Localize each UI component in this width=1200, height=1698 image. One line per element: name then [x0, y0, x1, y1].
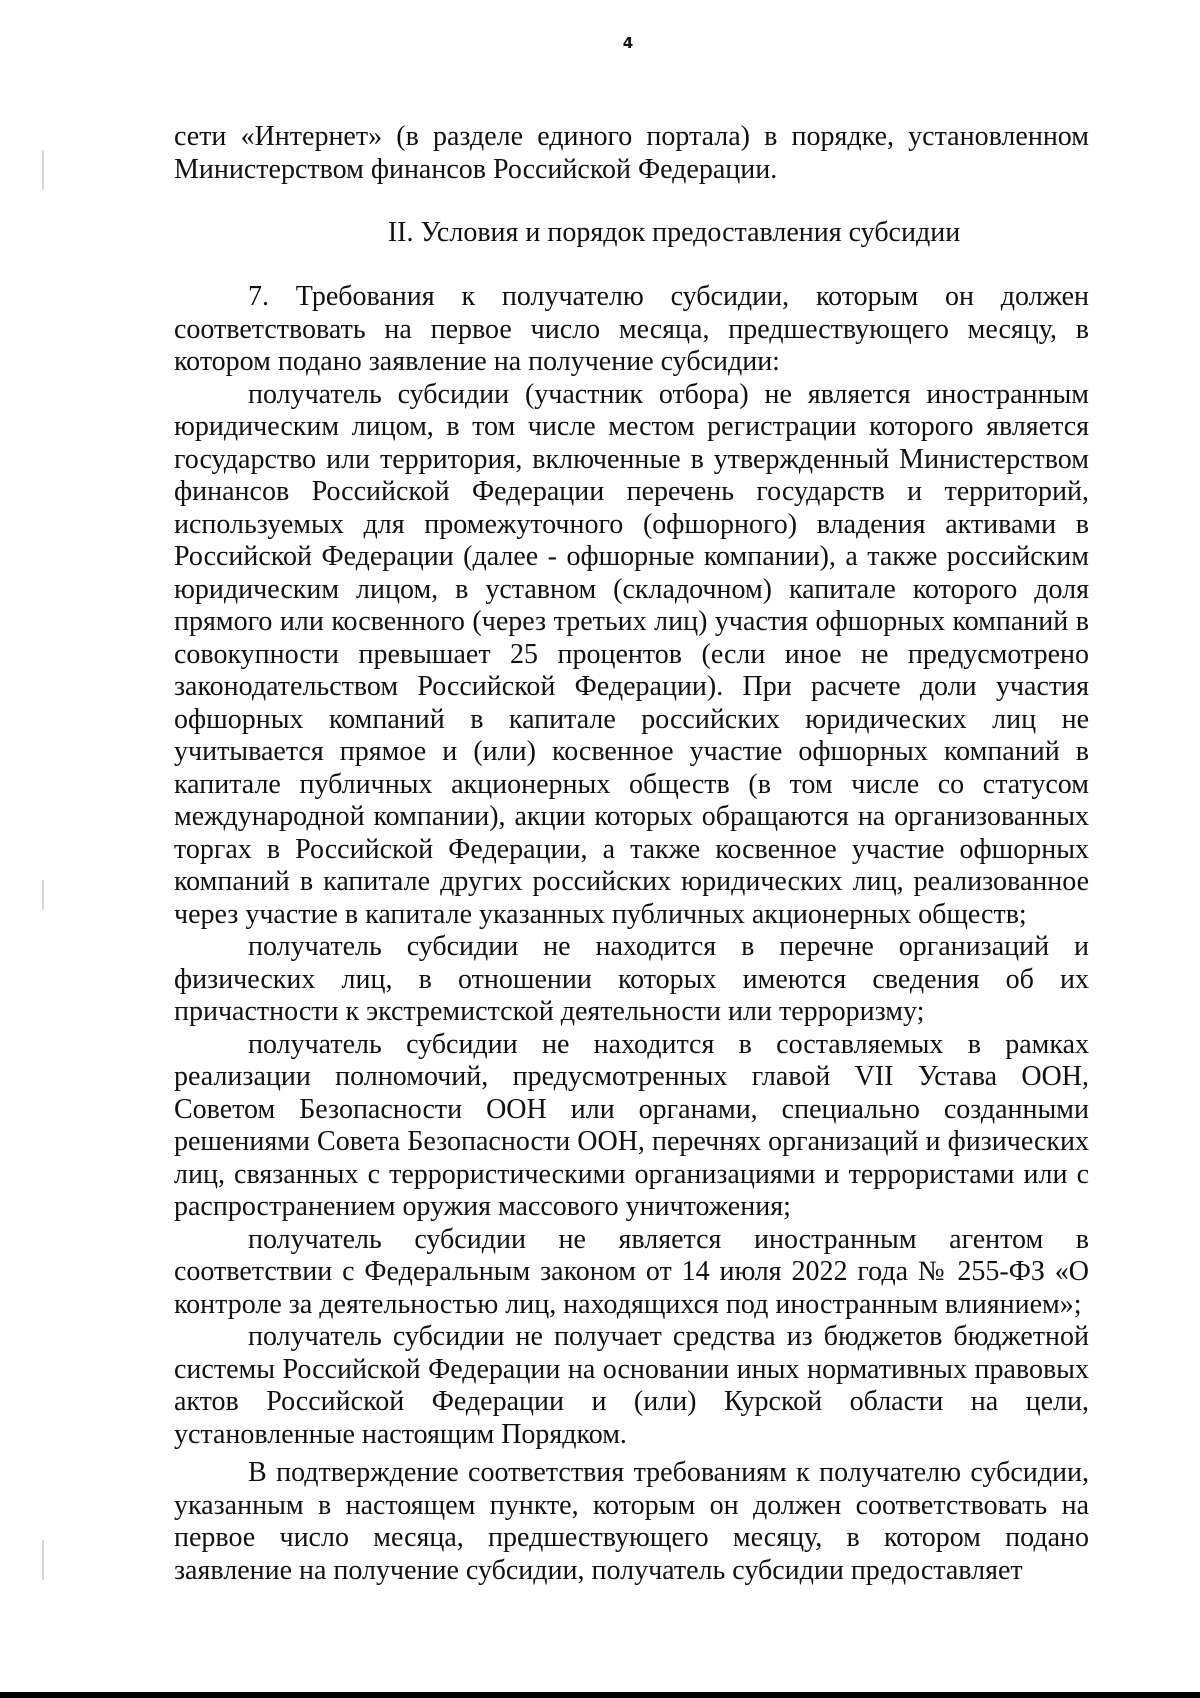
intro-text: сети «Интернет» (в разделе единого портала) в порядке, установленном Министерством финансов Российской Федерации. — [174, 121, 1089, 185]
paragraph-budget-funds: получатель субсидии не получает средства из бюджетов бюджетной системы Российской Федерации на основании иных нормативных правовых актов Российской Федерации и (или) Курской области на цели, установленные настоящим Порядком. — [174, 1321, 1089, 1450]
section-heading: II. Условия и порядок предоставления субсидии — [387, 217, 961, 248]
paragraph-extremism: получатель субсидии не находится в перечне организаций и физических лиц, в отношении которых имеются сведения об их причастности к экстремистской деятельности или терроризму; — [174, 931, 1089, 1027]
scan-margin-mark — [42, 880, 44, 910]
document-body — [174, 281, 1089, 1587]
paragraph-foreign-agent: получатель субсидии не является иностранным агентом в соответствии с Федеральным законом от 14 июля 2022 года № 255-ФЗ «О контроле за деятельностью лиц, находящихся под иностранным влиянием»; — [174, 1223, 1089, 1320]
paragraph-confirmation: В подтверждение соответствия требованиям к получателю субсидии, указанным в настоящем пункте, которым он должен соответствовать на первое число месяца, предшествующего месяцу, в котором подано заявление на получение субсидии, получатель субсидии предоставляет — [174, 1457, 1089, 1586]
paragraph-un-security: получатель субсидии не находится в составляемых в рамках реализации полномочий, предусмотренных главой VII Устава ООН, Советом Безопасности ООН или органами, специально созданными решениями Совета Безопасности ООН, перечнях организаций и физических лиц, связанных с террористическими организациями и террористами или с распространением оружия массового уничтожения; — [174, 1028, 1089, 1222]
scan-margin-mark — [42, 150, 44, 190]
page-number: 4 — [622, 34, 634, 52]
scan-margin-mark — [42, 1540, 44, 1580]
scan-bottom-edge — [0, 1692, 1200, 1698]
intro-paragraph — [174, 121, 1089, 186]
paragraph-offshore: получатель субсидии (участник отбора) не является иностранным юридическим лицом, в том числе местом регистрации которого является государство или территория, включенные в утвержденный Министерством финансов Российской Федерации перечень государств и территорий, используемых для промежуточного (офшорного) владения активами в Российской Федерации (далее - офшорные компании), а также российским юридическим лицом, в уставном (складочном) капитале которого доля прямого или косвенного (через третьих лиц) участия офшорных компаний в совокупности превышает 25 процентов (если иное не предусмотрено законодательством Российской Федерации). При расчете доли участия офшорных компаний в капитале российских юридических лиц не учитывается прямое и (или) косвенное участие офшорных компаний в капитале публичных акционерных обществ (в том числе со статусом международной компании), акции которых обращаются на организованных торгах в Российской Федерации, а также косвенное участие офшорных компаний в капитале других российских юридических лиц, реализованное через участие в капитале указанных публичных акционерных обществ; — [174, 378, 1089, 930]
paragraph-requirements: 7. Требования к получателю субсидии, которым он должен соответствовать на первое число месяца, предшествующего месяцу, в котором подано заявление на получение субсидии: — [174, 281, 1089, 377]
